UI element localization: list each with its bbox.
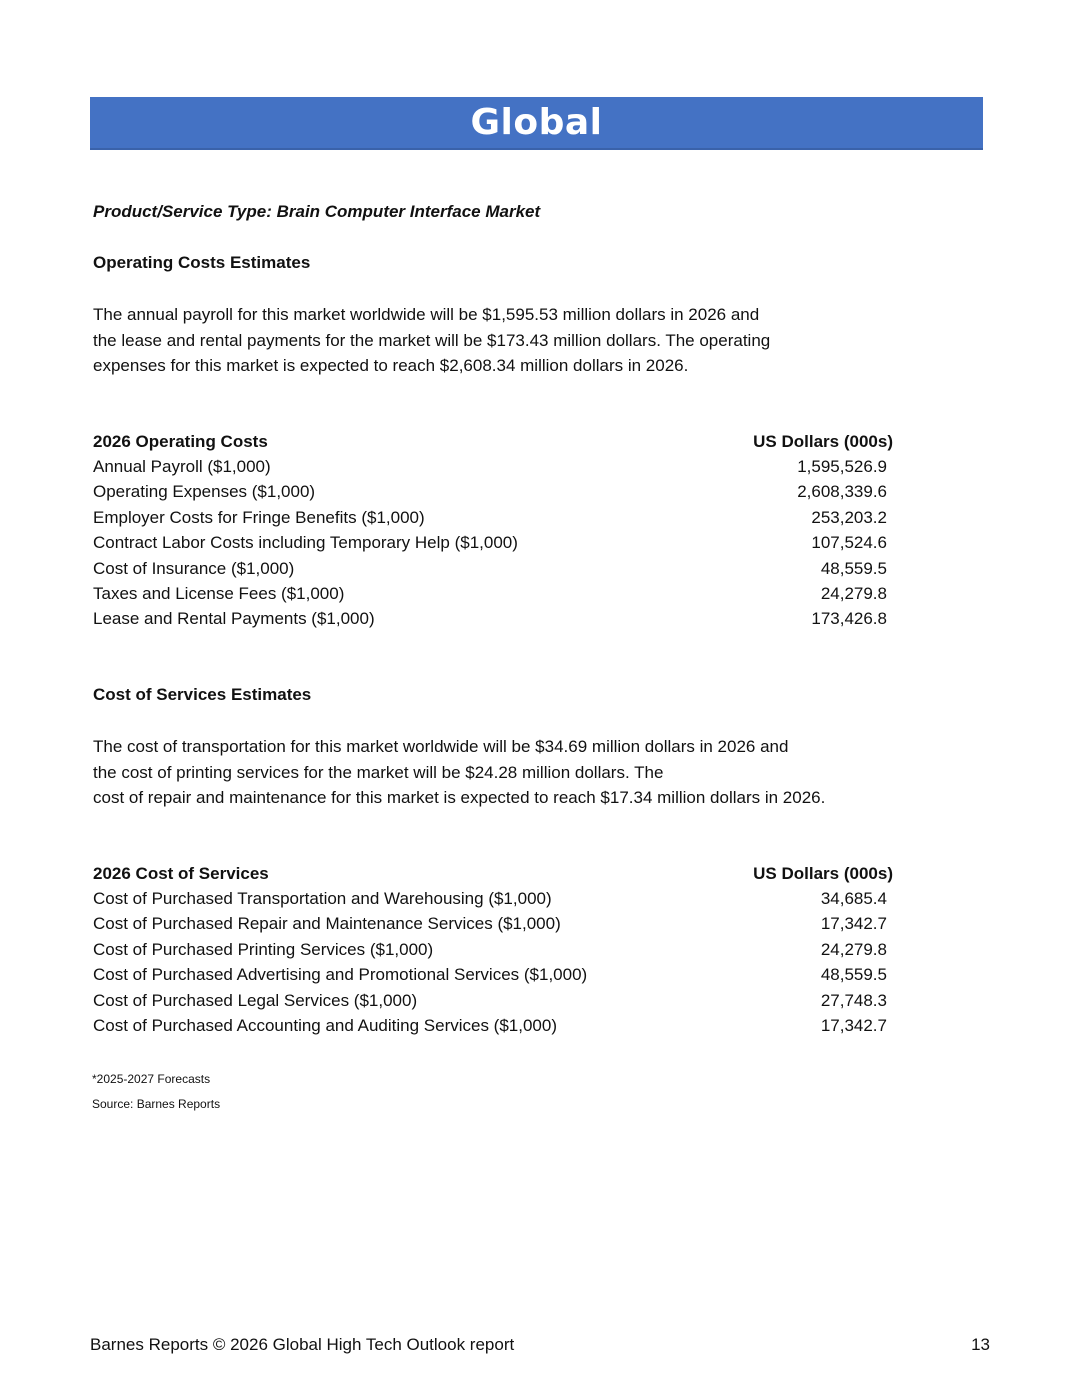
forecast-note: *2025-2027 Forecasts bbox=[92, 1072, 211, 1086]
operating-costs-paragraph bbox=[93, 302, 893, 379]
footer-text: Barnes Reports © 2026 Global High Tech Outlook report bbox=[90, 1335, 515, 1354]
table-row bbox=[93, 480, 893, 505]
row-label: Lease and Rental Payments ($1,000) bbox=[93, 609, 375, 629]
row-value: 24,279.8 bbox=[820, 584, 887, 604]
row-value: 24,279.8 bbox=[820, 939, 887, 959]
row-value: 34,685.4 bbox=[820, 889, 887, 909]
table-row bbox=[93, 963, 893, 988]
paragraph-line: The annual payroll for this market worldwide will be $1,595.53 million dollars in 2026 and bbox=[93, 305, 760, 324]
table-header-row bbox=[93, 861, 893, 886]
table-header-value: US Dollars (000s) bbox=[753, 431, 893, 451]
row-value: 17,342.7 bbox=[820, 914, 887, 934]
row-value: 253,203.2 bbox=[811, 507, 887, 527]
operating-costs-heading: Operating Costs Estimates bbox=[93, 253, 311, 272]
table-row bbox=[93, 912, 893, 937]
row-value: 17,342.7 bbox=[820, 1016, 887, 1036]
row-value: 173,426.8 bbox=[811, 609, 887, 629]
row-label: Cost of Insurance ($1,000) bbox=[93, 558, 295, 578]
row-value: 27,748.3 bbox=[820, 990, 887, 1010]
row-value: 48,559.5 bbox=[820, 558, 887, 578]
table-row bbox=[93, 937, 893, 962]
row-label: Cost of Purchased Transportation and Warehousing ($1,000) bbox=[93, 889, 552, 909]
table-row bbox=[93, 505, 893, 530]
row-label: Operating Expenses ($1,000) bbox=[93, 482, 316, 502]
table-row bbox=[93, 454, 893, 479]
section-banner bbox=[90, 97, 983, 150]
cost-of-services-paragraph bbox=[93, 734, 893, 811]
row-label: Cost of Purchased Printing Services ($1,000) bbox=[93, 939, 434, 959]
table-row bbox=[93, 886, 893, 911]
table-row bbox=[93, 556, 893, 581]
table-header-row bbox=[93, 429, 893, 454]
row-label: Cost of Purchased Advertising and Promotional Services ($1,000) bbox=[93, 965, 588, 985]
paragraph-line: cost of repair and maintenance for this market is expected to reach $17.34 million dollars in 2026. bbox=[93, 788, 826, 807]
row-label: Employer Costs for Fringe Benefits ($1,000) bbox=[93, 507, 425, 527]
paragraph-line: The cost of transportation for this market worldwide will be $34.69 million dollars in 2026 and bbox=[93, 737, 789, 756]
row-label: Cost of Purchased Legal Services ($1,000) bbox=[93, 990, 418, 1010]
paragraph-line: expenses for this market is expected to reach $2,608.34 million dollars in 2026. bbox=[93, 356, 689, 375]
table-row bbox=[93, 1013, 893, 1038]
table-header-label: 2026 Cost of Services bbox=[93, 863, 269, 883]
row-label: Cost of Purchased Accounting and Auditing Services ($1,000) bbox=[93, 1016, 558, 1036]
row-value: 107,524.6 bbox=[811, 533, 887, 553]
paragraph-line: the lease and rental payments for the market will be $173.43 million dollars. The operating bbox=[93, 330, 771, 350]
page-number: 13 bbox=[971, 1335, 990, 1354]
operating-costs-table bbox=[93, 429, 893, 632]
row-label: Annual Payroll ($1,000) bbox=[93, 457, 271, 477]
row-label: Taxes and License Fees ($1,000) bbox=[93, 584, 345, 604]
table-row bbox=[93, 607, 893, 632]
table-row bbox=[93, 581, 893, 606]
product-type-label: Product/Service Type: Brain Computer Interface Market bbox=[93, 202, 541, 221]
row-label: Cost of Purchased Repair and Maintenance Services ($1,000) bbox=[93, 914, 561, 934]
table-header-label: 2026 Operating Costs bbox=[93, 431, 268, 451]
cost-of-services-table bbox=[93, 861, 893, 1039]
paragraph-line: the cost of printing services for the market will be $24.28 million dollars. The bbox=[93, 762, 664, 782]
table-row bbox=[93, 988, 893, 1013]
table-row bbox=[93, 531, 893, 556]
source-note: Source: Barnes Reports bbox=[92, 1097, 221, 1111]
cost-of-services-heading: Cost of Services Estimates bbox=[93, 685, 312, 704]
row-value: 2,608,339.6 bbox=[797, 482, 887, 502]
row-value: 1,595,526.9 bbox=[797, 457, 887, 477]
banner-title: Global bbox=[470, 102, 603, 143]
row-label: Contract Labor Costs including Temporary Help ($1,000) bbox=[93, 533, 518, 553]
table-header-value: US Dollars (000s) bbox=[753, 863, 893, 883]
row-value: 48,559.5 bbox=[820, 965, 887, 985]
